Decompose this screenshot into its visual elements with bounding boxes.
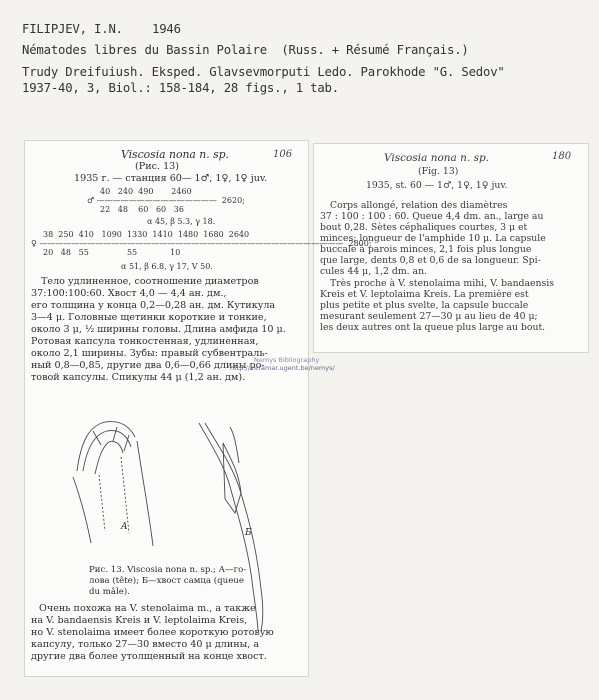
author-line: FILIPJEV, I.N. bbox=[22, 22, 123, 36]
figure-label-b: Б bbox=[245, 528, 252, 538]
female-formula-top: 38 250 410 1090 1330 1410 1480 1680 2640 bbox=[43, 230, 250, 239]
figure-caption-line: Рис. 13. Viscosia nona n. sp.; A—го- bbox=[89, 565, 247, 575]
fr-body-line: les deux autres ont la queue plus large au bout. bbox=[320, 322, 546, 333]
ru-body-line: Тело удлиненное, соотношение диаметров bbox=[41, 276, 259, 287]
fr-body-line: cules 44 μ, 1,2 dm. an. bbox=[320, 266, 428, 277]
journal-line: Trudy Dreifuiush. Eksped. Glavsevmorputi Ledo. Parokhode "G. Sedov" bbox=[22, 65, 505, 79]
male-formula-line: ♂ ——————————————— 2620; bbox=[87, 196, 245, 205]
ru-station: 1935 г. — станция 60— 1♂, 1♀, 1♀ juv. bbox=[74, 173, 268, 184]
watermark-url[interactable]: http://intramar.ugent.be/nemys/ bbox=[230, 364, 335, 372]
fr-fig-ref: (Fig. 13) bbox=[418, 166, 459, 177]
fr-body-line: bout 0,28. Sètes céphaliques courtes, 3 μ et bbox=[320, 222, 528, 233]
fr-body-line: Très proche à V. stenolaima mihi, V. bandaensis bbox=[330, 278, 555, 289]
watermark-label: Nemys Bibliography bbox=[254, 356, 320, 364]
figure-label-a: A bbox=[121, 522, 128, 532]
ru-closing-line: но V. stenolaima имеет более короткую ротовую bbox=[31, 627, 274, 638]
female-indices: α 51, β 6.8, γ 17, V 50. bbox=[121, 262, 213, 271]
fr-body-line: buccale à parois minces, 2,1 fois plus longue bbox=[320, 244, 532, 255]
head-drawing-a bbox=[73, 422, 153, 546]
tail-drawing-b bbox=[199, 423, 263, 631]
fr-page-number: 180 bbox=[552, 151, 572, 162]
ru-closing-line: капсулу, только 27—30 вместо 40 μ длины, а bbox=[31, 639, 260, 650]
russian-clipping bbox=[24, 140, 372, 677]
ru-closing-line: Очень похожа на V. stenolaima m., а также bbox=[39, 603, 256, 614]
female-formula-line: ♀ —————————————————————————————————————— 2800; bbox=[31, 239, 372, 248]
ru-body-line: ный 0,8—0,85, другие два 0,6—0,66 длины ро- bbox=[31, 360, 265, 371]
ru-body-line: товой капсулы. Спикулы 44 μ (1,2 ан. дм). bbox=[31, 372, 246, 383]
ru-body-line: около 3 μ, ½ ширины головы. Длина амфида 10 μ. bbox=[31, 324, 286, 335]
fr-body-line: que large, dents 0,8 et 0,6 de sa longueur. Spi- bbox=[320, 255, 541, 266]
fr-title: Viscosia nona n. sp. bbox=[384, 152, 490, 164]
ru-closing-line: на V. bandaensis Kreis и V. leptolaima Kreis, bbox=[31, 615, 248, 626]
male-formula-top: 40 240 490 2460 bbox=[100, 187, 192, 196]
ru-title: Viscosia nona n. sp. bbox=[121, 148, 229, 161]
fr-body-line: Corps allongé, relation des diamètres bbox=[330, 200, 508, 211]
fr-body-line: mesurant seulement 27—30 μ au lieu de 40 μ; bbox=[320, 311, 538, 322]
volume-line: 1937-40, 3, Biol.: 158-184, 28 figs., 1 tab. bbox=[22, 81, 339, 95]
ru-page-number: 106 bbox=[273, 149, 293, 160]
title-line: Nématodes libres du Bassin Polaire (Russ. + Résumé Français.) bbox=[22, 43, 469, 57]
fr-body-line: 37 : 100 : 100 : 60. Queue 4,4 dm. an., large au bbox=[320, 211, 544, 222]
figure-13-drawing bbox=[25, 141, 308, 676]
ru-body-line: около 2,1 ширины. Зубы: правый субвентраль- bbox=[31, 348, 268, 359]
ru-body-line: 37:100:100:60. Хвост 4,0 — 4,4 ан. дм., bbox=[31, 288, 227, 299]
fr-body-line: plus petite et plus svelte, la capsule buccale bbox=[320, 300, 529, 311]
figure-caption-line: лова (tête); Б—хвост самца (queue bbox=[89, 576, 244, 586]
year: 1946 bbox=[152, 22, 181, 36]
male-formula-bottom: 22 48 60 60 36 bbox=[100, 205, 184, 214]
female-formula-bottom: 20 48 55 55 10 bbox=[43, 248, 181, 257]
ru-body-line: 3—4 μ. Головные щетинки короткие и тонкие, bbox=[31, 312, 267, 323]
ru-closing-line: другие два более утолщенный на конце хвост. bbox=[31, 651, 267, 662]
ru-body-line: его толщина у конца 0,2—0,28 ан. дм. Кутикула bbox=[31, 300, 276, 311]
figure-caption-line: du mâle). bbox=[89, 587, 130, 597]
french-clipping bbox=[313, 143, 589, 353]
ru-body-line: Ротовая капсула тонкостенная, удлиненная, bbox=[31, 336, 259, 347]
male-indices: α 45, β 5.3, γ 18. bbox=[147, 217, 216, 226]
fr-body-line: minces; longueur de l'amphide 10 μ. La capsule bbox=[320, 233, 546, 244]
ru-fig-ref: (Рис. 13) bbox=[135, 161, 180, 172]
fr-body-line: Kreis et V. leptolaima Kreis. La première est bbox=[320, 289, 529, 300]
fr-station: 1935, st. 60 — 1♂, 1♀, 1♀ juv. bbox=[366, 180, 508, 191]
